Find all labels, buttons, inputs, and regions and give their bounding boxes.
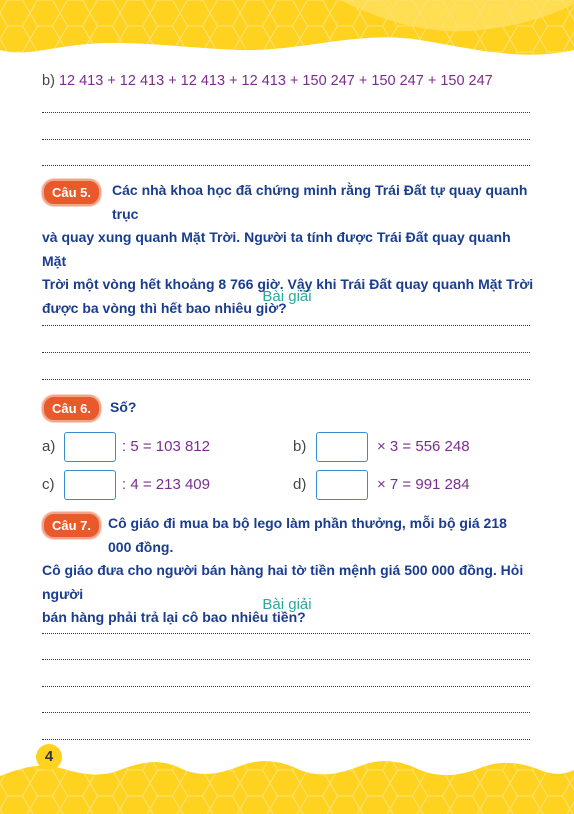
question-7-solution-title: Bài giải <box>262 596 312 613</box>
answer-line[interactable] <box>42 325 530 326</box>
question-7-line-2: Cô giáo đưa cho người bán hàng hai tờ tiền mệnh giá 500 000 đồng. Hỏi người <box>42 562 524 602</box>
answer-line[interactable] <box>42 139 530 140</box>
question-7-line-1: Cô giáo đi mua ba bộ lego làm phần thưởng, mỗi bộ giá 218 000 đồng. <box>108 515 507 555</box>
part-b-label: b) <box>42 73 55 89</box>
question-5-line-2: và quay xung quanh Mặt Trời. Người ta tính được Trái Đất quay quanh Mặt <box>42 229 511 269</box>
answer-line[interactable] <box>42 379 530 380</box>
answer-box-a[interactable] <box>64 432 116 462</box>
item-c-expression: : 4 = 213 409 <box>122 476 210 493</box>
part-b-line <box>42 73 493 89</box>
item-b-expression: × 3 = 556 248 <box>377 438 470 455</box>
question-5-badge: Câu 5. <box>42 179 101 206</box>
question-5-line-4: được ba vòng thì hết bao nhiêu giờ? <box>42 299 287 316</box>
answer-line[interactable] <box>42 112 530 113</box>
answer-box-b[interactable] <box>316 432 368 462</box>
question-5-line-3: Trời một vòng hết khoảng 8 766 giờ. Vậy khi Trái Đất quay quanh Mặt Trời <box>42 276 534 292</box>
answer-line[interactable] <box>42 633 530 634</box>
answer-line[interactable] <box>42 352 530 353</box>
question-7-line-3: bán hàng phải trả lại cô bao nhiêu tiền? <box>42 609 306 625</box>
question-5-line-1: Các nhà khoa học đã chứng minh rằng Trái Đất tự quay quanh trục <box>112 182 528 222</box>
answer-line[interactable] <box>42 739 530 740</box>
answer-line[interactable] <box>42 712 530 713</box>
item-b-label: b) <box>293 438 307 455</box>
answer-box-d[interactable] <box>316 470 368 500</box>
answer-line[interactable] <box>42 165 530 166</box>
answer-box-c[interactable] <box>64 470 116 500</box>
question-6-title: Số? <box>110 399 137 415</box>
question-7-badge: Câu 7. <box>42 512 101 539</box>
question-6-badge: Câu 6. <box>42 395 101 422</box>
item-a-label: a) <box>42 438 56 455</box>
item-c-label: c) <box>42 476 55 493</box>
answer-line[interactable] <box>42 659 530 660</box>
item-d-label: d) <box>293 476 307 493</box>
item-d-expression: × 7 = 991 284 <box>377 476 470 493</box>
question-5-solution-title: Bài giải <box>262 288 312 305</box>
page-number: 4 <box>36 744 62 770</box>
part-b-expression: 12 413 + 12 413 + 12 413 + 12 413 + 150 247 + 150 247 + 150 247 <box>58 73 493 89</box>
bottom-honeycomb-banner <box>0 744 574 814</box>
item-a-expression: : 5 = 103 812 <box>122 438 210 455</box>
top-honeycomb-banner <box>0 0 574 70</box>
answer-line[interactable] <box>42 686 530 687</box>
